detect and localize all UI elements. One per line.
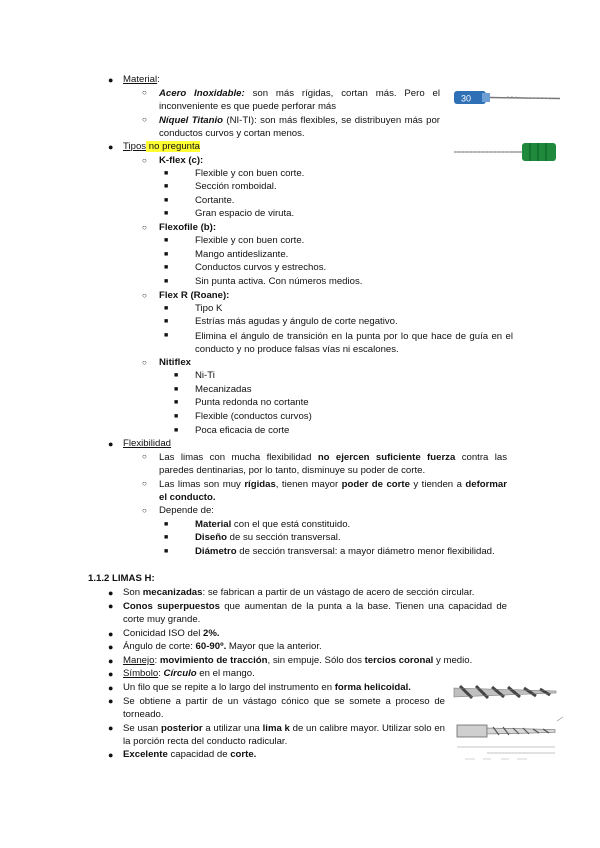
nitiflex-item: Punta redonda no cortante: [195, 397, 309, 408]
circle-bullet-icon: ○: [142, 115, 147, 124]
flexibilidad-p2: Las limas son muy rígidas, tienen mayor poder de corte y tienden a deformar el conducto.: [159, 479, 507, 504]
square-bullet-icon: ■: [164, 318, 169, 325]
acero-paragraph: [159, 87, 440, 113]
limas-h-heading: 1.1.2 LIMAS H:: [88, 573, 155, 584]
file-badge-number: 30: [461, 93, 472, 104]
nitiflex-title: Nitiflex: [159, 357, 191, 368]
acero-term: Acero Inoxidable:: [159, 88, 245, 99]
tipos-heading: Tipos: [123, 141, 147, 152]
file-blue-handle-image: [452, 88, 562, 108]
limas-h-item: Se usan posterior a utilizar una lima k de un calibre mayor. Utilizar solo en la porción recta del conducto radicular.: [123, 723, 446, 748]
nitiflex-item: Flexible (conductos curvos): [195, 411, 312, 422]
kflex-item: Gran espacio de viruta.: [195, 208, 295, 219]
bullet-icon: ●: [108, 683, 114, 693]
square-bullet-icon: ■: [164, 170, 169, 177]
colon: :: [157, 74, 160, 85]
flexr-title: Flex R (Roane):: [159, 290, 230, 301]
acero-text: son más rígidas, cortan más. Pero el inconveniente es que puede perforar más: [159, 88, 440, 113]
flexofile-title: Flexofile (b):: [159, 222, 217, 233]
square-bullet-icon: ■: [174, 399, 179, 406]
bullet-icon: ●: [108, 588, 114, 598]
material-heading-line: [123, 74, 160, 86]
limas-h-item: Conos superpuestos que aumentan de la punta a la base. Tienen una capacidad de corte muy grande.: [123, 601, 507, 626]
niquel-paragraph: [159, 114, 440, 140]
circle-bullet-icon: ○: [142, 479, 147, 488]
circle-bullet-icon: ○: [142, 156, 147, 165]
depende-item: Diseño de su sección transversal.: [195, 532, 341, 543]
limas-h-item: Conicidad ISO del 2%.: [123, 628, 220, 639]
hedstrom-file-image: [452, 680, 560, 704]
kflex-item: Flexible y con buen corte.: [195, 168, 305, 179]
flexofile-item: Flexible y con buen corte.: [195, 235, 305, 246]
bullet-icon: ●: [108, 142, 114, 152]
niquel-text: (NI-TI): son más flexibles, se distribuyen más por conductos curvos y cortan menos.: [159, 115, 440, 140]
flexr-item: Tipo K: [195, 303, 223, 314]
bullet-icon: ●: [108, 669, 114, 679]
circle-bullet-icon: ○: [142, 452, 147, 461]
bullet-icon: ●: [108, 75, 114, 85]
bullet-icon: ●: [108, 750, 114, 760]
circle-bullet-icon: ○: [142, 358, 147, 367]
square-bullet-icon: ■: [174, 413, 179, 420]
flexofile-item: Conductos curvos y estrechos.: [195, 262, 327, 273]
square-bullet-icon: ■: [164, 251, 169, 258]
depende-item: Material con el que está constituido.: [195, 519, 351, 530]
circle-bullet-icon: ○: [142, 223, 147, 232]
file-green-handle-image: [452, 138, 562, 166]
bullet-icon: ●: [108, 629, 114, 639]
square-bullet-icon: ■: [164, 183, 169, 190]
square-bullet-icon: ■: [164, 210, 169, 217]
bullet-icon: ●: [108, 601, 114, 611]
limas-h-item: Un filo que se repite a lo largo del instrumento en forma helicoidal.: [123, 682, 411, 693]
circle-bullet-icon: ○: [142, 88, 147, 97]
no-pregunta-highlight: no pregunta: [146, 141, 200, 152]
nitiflex-item: Poca eficacia de corte: [195, 425, 290, 436]
bullet-icon: ●: [108, 642, 114, 652]
material-heading: Material: [123, 74, 158, 85]
nitiflex-item: Ni-Ti: [195, 370, 215, 381]
limas-h-item: Se obtiene a partir de un vástago cónico que se somete a proceso de torneado.: [123, 696, 445, 721]
kflex-item: Sección romboidal.: [195, 181, 277, 192]
square-bullet-icon: ■: [174, 386, 179, 393]
flexibilidad-p1: Las limas con mucha flexibilidad no ejercen suficiente fuerza contra las paredes dentinarias, por lo tanto, disminuye su poder de corte.: [159, 452, 507, 477]
square-bullet-icon: ■: [164, 197, 169, 204]
square-bullet-icon: ■: [174, 427, 179, 434]
depende-label: Depende de:: [159, 505, 214, 516]
flexibilidad-heading-line: [123, 438, 171, 450]
niquel-term: Níquel Titanio: [159, 115, 223, 126]
kflex-item: Cortante.: [195, 195, 235, 206]
square-bullet-icon: ■: [164, 264, 169, 271]
bullet-icon: ●: [108, 439, 114, 449]
square-bullet-icon: ■: [164, 278, 169, 285]
limas-h-item: Ángulo de corte: 60-90º. Mayor que la anterior.: [123, 641, 322, 652]
nitiflex-item: Mecanizadas: [195, 384, 252, 395]
flexr-item: Estrías más agudas y ángulo de corte negativo.: [195, 316, 398, 327]
circle-bullet-icon: ○: [142, 291, 147, 300]
flexofile-item: Mango antideslizante.: [195, 249, 289, 260]
square-bullet-icon: ■: [164, 521, 169, 528]
limas-h-item: Símbolo: Círculo en el mango.: [123, 668, 255, 679]
square-bullet-icon: ■: [164, 305, 169, 312]
circle-bullet-icon: ○: [142, 506, 147, 515]
square-bullet-icon: ■: [164, 548, 169, 555]
flexibilidad-heading: Flexibilidad: [123, 438, 171, 449]
limas-h-item: Manejo: movimiento de tracción, sin empuje. Sólo dos tercios coronal y medio.: [123, 655, 473, 666]
bullet-icon: ●: [108, 723, 114, 733]
square-bullet-icon: ■: [164, 237, 169, 244]
square-bullet-icon: ■: [174, 372, 179, 379]
limas-h-item: Son mecanizadas: se fabrican a partir de un vástago de acero de sección circular.: [123, 587, 475, 598]
bullet-icon: ●: [108, 696, 114, 706]
tipos-heading-line: [123, 141, 200, 153]
square-bullet-icon: ■: [164, 534, 169, 541]
flexr-item: Elimina el ángulo de transición en la punta por lo que hace de guía en el conducto y no produce falsas vías ni escalones.: [195, 331, 513, 356]
flexofile-item: Sin punta activa. Con números medios.: [195, 276, 363, 287]
kflex-title: K-flex (c):: [159, 155, 204, 166]
limas-h-item: Excelente capacidad de corte.: [123, 749, 257, 760]
square-bullet-icon: ■: [164, 332, 169, 339]
bullet-icon: ●: [108, 656, 114, 666]
depende-item: Diámetro de sección transversal: a mayor diámetro menor flexibilidad.: [195, 546, 495, 557]
hedstrom-diagram-image: [455, 713, 569, 769]
